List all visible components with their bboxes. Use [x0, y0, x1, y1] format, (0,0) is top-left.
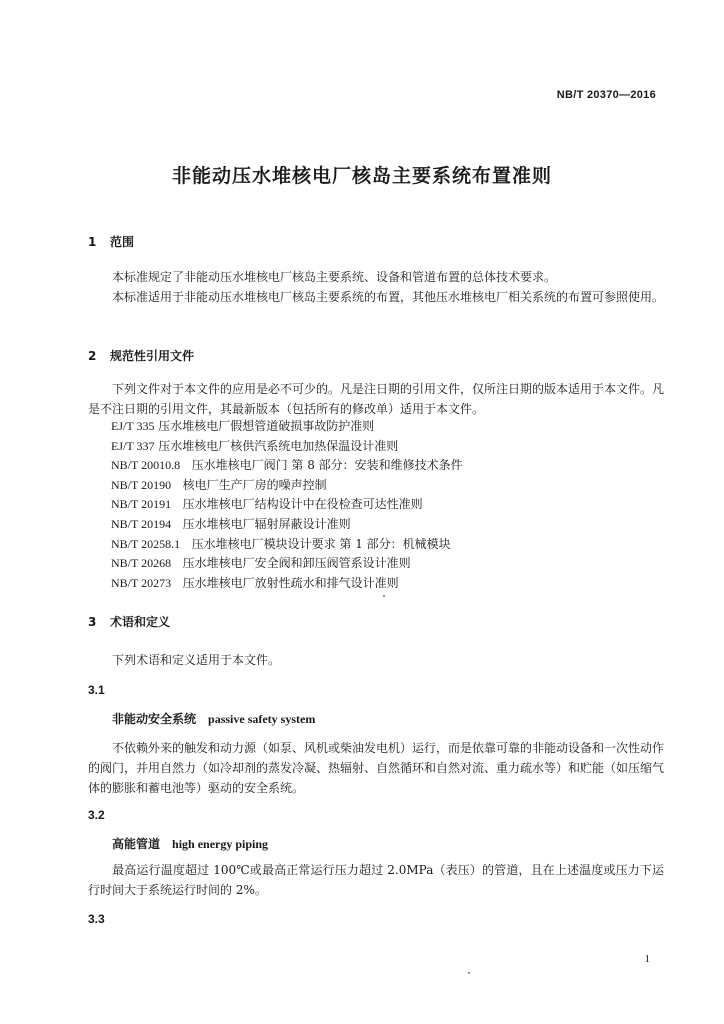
term-en: high energy piping	[172, 837, 269, 851]
term-number: 3.1	[88, 683, 105, 697]
reference-item: NB/T 20273 压水堆核电厂放射性疏水和排气设计准则	[111, 575, 399, 590]
document-code: NB/T 20370—2016	[556, 89, 656, 101]
term-definition: 最高运行温度超过 100℃或最高正常运行压力超过 2.0MPa（表压）的管道，且在上述温度或压力下运行时间大于系统运行时间的 2%。	[88, 863, 664, 897]
section-number: 1	[88, 235, 97, 249]
section-3-heading	[88, 613, 170, 630]
reference-item: NB/T 20268 压水堆核电厂安全阀和卸压阀管系设计准则	[111, 556, 411, 571]
paragraph: 本标准适用于非能动压水堆核电厂核岛主要系统的布置，其他压水堆核电厂相关系统的布置可参照使用。	[112, 290, 665, 304]
scan-speck	[383, 595, 385, 597]
page-number: 1	[644, 953, 650, 965]
section-title: 术语和定义	[110, 615, 171, 629]
reference-item: NB/T 20010.8 压水堆核电厂阀门 第 8 部分：安装和维修技术条件	[111, 458, 463, 473]
term-number: 3.3	[88, 912, 105, 926]
paragraph: 本标准规定了非能动压水堆核电厂核岛主要系统、设备和管道布置的总体技术要求。	[112, 270, 557, 284]
reference-item: EJ/T 337 压水堆核电厂核供汽系统电加热保温设计准则	[111, 438, 399, 453]
term-zh: 高能管道	[112, 837, 161, 851]
section-number: 2	[88, 349, 97, 363]
reference-list	[111, 417, 463, 593]
document-title: 非能动压水堆核电厂核岛主要系统布置准则	[171, 165, 552, 187]
section-title: 规范性引用文件	[110, 349, 195, 363]
reference-item: EJ/T 335 压水堆核电厂假想管道破损事故防护准则	[111, 419, 375, 433]
section-title: 范围	[110, 235, 135, 249]
term-number: 3.2	[88, 808, 105, 822]
term-zh: 非能动安全系统	[112, 712, 197, 726]
reference-item: NB/T 20258.1 压水堆核电厂模块设计要求 第 1 部分：机械模块	[111, 536, 451, 551]
section-1-heading	[88, 233, 134, 250]
term-en: passive safety system	[208, 712, 316, 726]
term-heading	[112, 710, 315, 727]
reference-item: NB/T 20190 核电厂生产厂房的噪声控制	[111, 477, 327, 492]
paragraph: 下列术语和定义适用于本文件。	[112, 653, 281, 667]
term-definition: 不依赖外来的触发和动力源（如泵、风机或柴油发电机）运行，而是依靠可靠的非能动设备和一次性动作的阀门，并用自然力（如冷却剂的蒸发冷凝、热辐射、自然循环和自然对流、重力疏水等）和贮能（如压缩气体的膨胀和蓄电池等）驱动的安全系统。	[88, 741, 665, 795]
scan-speck	[468, 972, 470, 974]
section-2-heading	[88, 347, 194, 364]
reference-item: NB/T 20191 压水堆核电厂结构设计中在役检查可达性准则	[111, 497, 423, 512]
term-heading	[112, 835, 268, 852]
paragraph: 下列文件对于本文件的应用是必不可少的。凡是注日期的引用文件，仅所注日期的版本适用于本文件。凡是不注日期的引用文件，其最新版本（包括所有的修改单）适用于本文件。	[88, 382, 665, 416]
reference-item: NB/T 20194 压水堆核电厂辐射屏蔽设计准则	[111, 516, 351, 531]
section-number: 3	[88, 615, 97, 629]
